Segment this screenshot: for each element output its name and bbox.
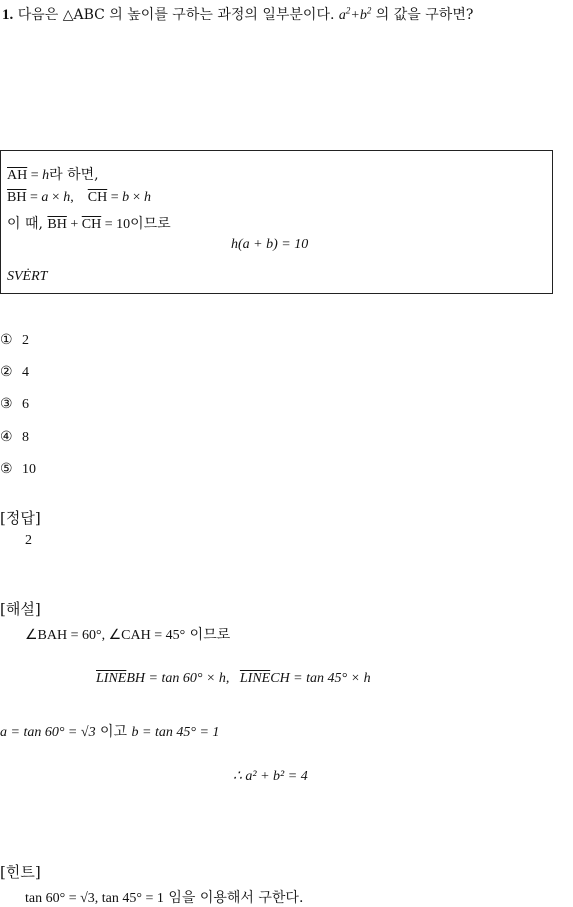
- explanation-ab-values: [0, 721, 219, 741]
- explanation-line-bh: BH = tan 60° × h,: [126, 671, 230, 686]
- process-box: [0, 150, 553, 294]
- choice-4[interactable]: [0, 429, 29, 446]
- explanation-line-eq: [96, 671, 371, 687]
- process-equation: h(a + b) = 10: [231, 237, 309, 252]
- choice-1[interactable]: [0, 332, 29, 349]
- explanation-result: ∴ a² + b² = 4: [233, 769, 308, 784]
- choice-4-mark: ④: [0, 429, 13, 445]
- hint-header: [힌트]: [0, 863, 41, 881]
- explanation-a-value: a = tan 60° = √3: [0, 725, 96, 740]
- choice-2-mark: ②: [0, 364, 13, 380]
- explanation-header: [해설]: [0, 600, 41, 618]
- choice-3-value: 6: [22, 397, 29, 412]
- process-line-2: $\overline{BH} = a \times h$, $\overline{CH} = b \times h$: [7, 190, 152, 205]
- choice-2[interactable]: [0, 364, 29, 381]
- process-line-1: $\overline{AH} = h$라 하면,: [7, 167, 99, 183]
- line-word-1: LINE: [96, 671, 127, 686]
- explanation-angles-suffix: 이므로: [189, 627, 231, 643]
- question-expression: $a^2+b^2$: [338, 5, 372, 23]
- choice-3[interactable]: [0, 396, 29, 413]
- explanation-connector: 이고: [100, 724, 128, 740]
- choice-2-value: 4: [22, 365, 29, 380]
- hint-text: 임을 이용해서 구한다.: [168, 890, 304, 906]
- explanation-angles-math: ∠BAH = 60°, ∠CAH = 45°: [25, 628, 186, 643]
- hint-formula: tan 60° = √3, tan 45° = 1: [25, 891, 164, 906]
- explanation-b-value: b = tan 45° = 1: [131, 725, 220, 740]
- process-line-3: 이 때, $\overline{BH} + \overline{CH} = 10$이므로: [7, 216, 171, 232]
- process-line-3-suffix: 이므로: [130, 216, 171, 232]
- choice-1-mark: ①: [0, 332, 13, 348]
- answer-value: 2: [25, 533, 32, 548]
- choice-5[interactable]: [0, 461, 36, 478]
- process-line-1-suffix: 라 하면,: [49, 167, 99, 183]
- blank-placeholder: SVĖRT: [7, 269, 48, 284]
- explanation-line-ch: CH = tan 45° × h: [270, 671, 371, 686]
- question-text-b: 의 값을 구하면?: [375, 7, 474, 23]
- choice-4-value: 8: [22, 430, 29, 445]
- question-text-a: 다음은 △ABC 의 높이를 구하는 과정의 일부분이다.: [17, 7, 335, 23]
- explanation-angles: [25, 624, 230, 644]
- line-word-2: LINE: [239, 671, 271, 686]
- choice-5-mark: ⑤: [0, 461, 13, 477]
- question-number: 1.: [2, 7, 14, 23]
- question-text: [2, 4, 473, 24]
- choice-3-mark: ③: [0, 396, 13, 412]
- hint-body: [25, 887, 303, 907]
- choice-1-value: 2: [22, 333, 29, 348]
- answer-header: [정답]: [0, 509, 41, 527]
- choice-5-value: 10: [22, 462, 36, 477]
- process-line-3-prefix: 이 때,: [7, 216, 43, 232]
